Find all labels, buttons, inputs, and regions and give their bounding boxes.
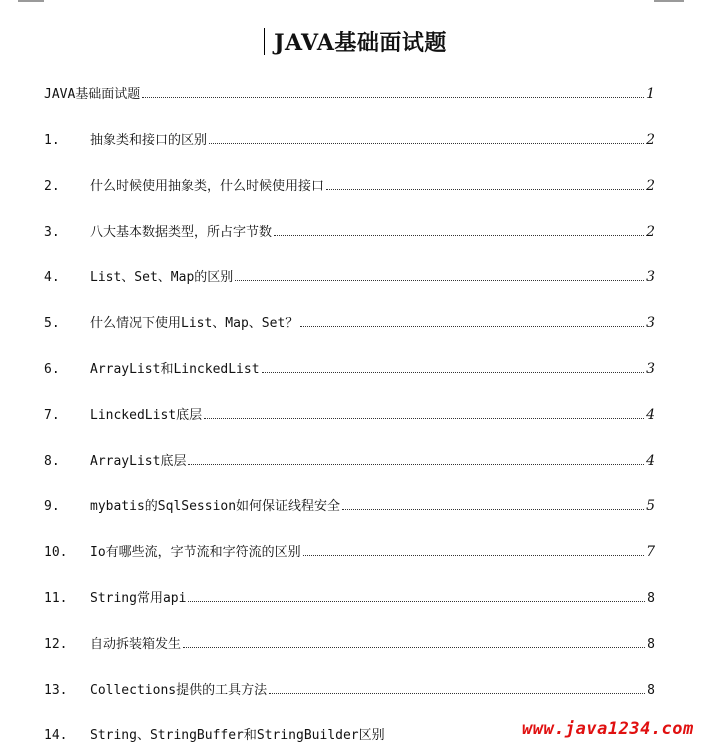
toc-entry[interactable] <box>44 311 655 331</box>
toc-entry-label: String常用api <box>90 591 187 606</box>
toc-leader-dots <box>274 235 644 236</box>
toc-entry-number: 2. <box>44 179 60 194</box>
toc-leader-dots <box>326 189 644 190</box>
toc-page-number: 7 <box>646 544 655 560</box>
toc-entry[interactable] <box>44 678 655 698</box>
toc-leader-dots <box>209 143 644 144</box>
toc-entry-number: 5. <box>44 316 60 331</box>
toc-leader-dots <box>303 555 644 556</box>
toc-entry-label: 什么情况下使用List、Map、Set？ <box>90 316 299 331</box>
page-corner-mark-right <box>654 0 684 2</box>
toc-leader-dots <box>188 464 644 465</box>
toc-entry-label: Io有哪些流，字节流和字符流的区别 <box>90 545 301 560</box>
toc-entry[interactable] <box>44 265 655 285</box>
toc-entry-number: 13. <box>44 683 68 698</box>
toc-entry-label: mybatis的SqlSession如何保证线程安全 <box>90 499 341 514</box>
toc-entry[interactable] <box>44 357 655 377</box>
toc-leader-dots <box>183 647 645 648</box>
document-title[interactable]: JAVA基础面试题 <box>274 30 447 56</box>
toc-entry[interactable] <box>44 220 655 240</box>
toc-entry-label: List、Set、Map的区别 <box>90 270 234 285</box>
toc-page-number: 8 <box>647 683 655 698</box>
toc-entry-label: 什么时候使用抽象类，什么时候使用接口 <box>90 179 325 194</box>
toc-leader-dots <box>262 372 645 373</box>
toc-leader-dots <box>235 280 644 281</box>
toc-page-number: 5 <box>646 498 655 514</box>
toc-page-number: 2 <box>646 224 655 240</box>
toc-page-number: 4 <box>646 407 655 423</box>
toc-entry[interactable] <box>44 174 655 194</box>
toc-leader-dots <box>188 601 645 602</box>
toc-entry-number: 4. <box>44 270 60 285</box>
toc-entry-label: 抽象类和接口的区别 <box>90 133 208 148</box>
toc-page-number: 8 <box>647 591 655 606</box>
toc-page-number: 3 <box>646 269 655 285</box>
toc-entry-number: 10. <box>44 545 68 560</box>
toc-page-number: 4 <box>646 453 655 469</box>
toc-entry[interactable] <box>44 403 655 423</box>
toc-entry-number: 14. <box>44 728 68 743</box>
toc-entry[interactable] <box>44 449 655 469</box>
toc-entry-label: String、StringBuffer和StringBuilder区别 <box>90 728 385 743</box>
toc-entry-number: 11. <box>44 591 68 606</box>
site-watermark: www.java1234.com <box>522 719 694 739</box>
toc-page-number: 8 <box>647 637 655 652</box>
toc-entry-number: 3. <box>44 225 60 240</box>
toc-leader-dots <box>204 418 644 419</box>
toc-page-number: 3 <box>646 315 655 331</box>
toc-heading-label: JAVA基础面试题 <box>44 87 141 102</box>
page-corner-mark-left <box>18 0 44 2</box>
toc-entry[interactable] <box>44 586 655 606</box>
toc-entry-label: 八大基本数据类型，所占字节数 <box>90 225 273 240</box>
toc-leader-dots <box>269 693 645 694</box>
toc-entry-label: Collections提供的工具方法 <box>90 683 268 698</box>
toc-entry[interactable] <box>44 128 655 148</box>
toc-entry-number: 9. <box>44 499 60 514</box>
toc-entry-number: 12. <box>44 637 68 652</box>
toc-page-number: 3 <box>646 361 655 377</box>
toc-entry-label: 自动拆装箱发生 <box>90 637 182 652</box>
toc-entry[interactable] <box>44 494 655 514</box>
toc-leader-dots <box>342 509 644 510</box>
toc-entry-number: 8. <box>44 454 60 469</box>
toc-entry[interactable] <box>44 540 655 560</box>
toc-page-number: 1 <box>646 86 655 102</box>
toc-heading-entry[interactable] <box>44 82 655 102</box>
toc-entry-number: 1. <box>44 133 60 148</box>
toc-page-number: 2 <box>646 132 655 148</box>
toc-entry-number: 6. <box>44 362 60 377</box>
toc-page-number: 2 <box>646 178 655 194</box>
toc-entry-label: LinckedList底层 <box>90 408 203 423</box>
toc-entry-number: 7. <box>44 408 60 423</box>
toc-leader-dots <box>300 326 644 327</box>
toc-entry-label: ArrayList底层 <box>90 454 187 469</box>
toc-leader-dots <box>142 97 644 98</box>
toc-entry-label: ArrayList和LinckedList <box>90 362 260 377</box>
toc-entry[interactable] <box>44 632 655 652</box>
